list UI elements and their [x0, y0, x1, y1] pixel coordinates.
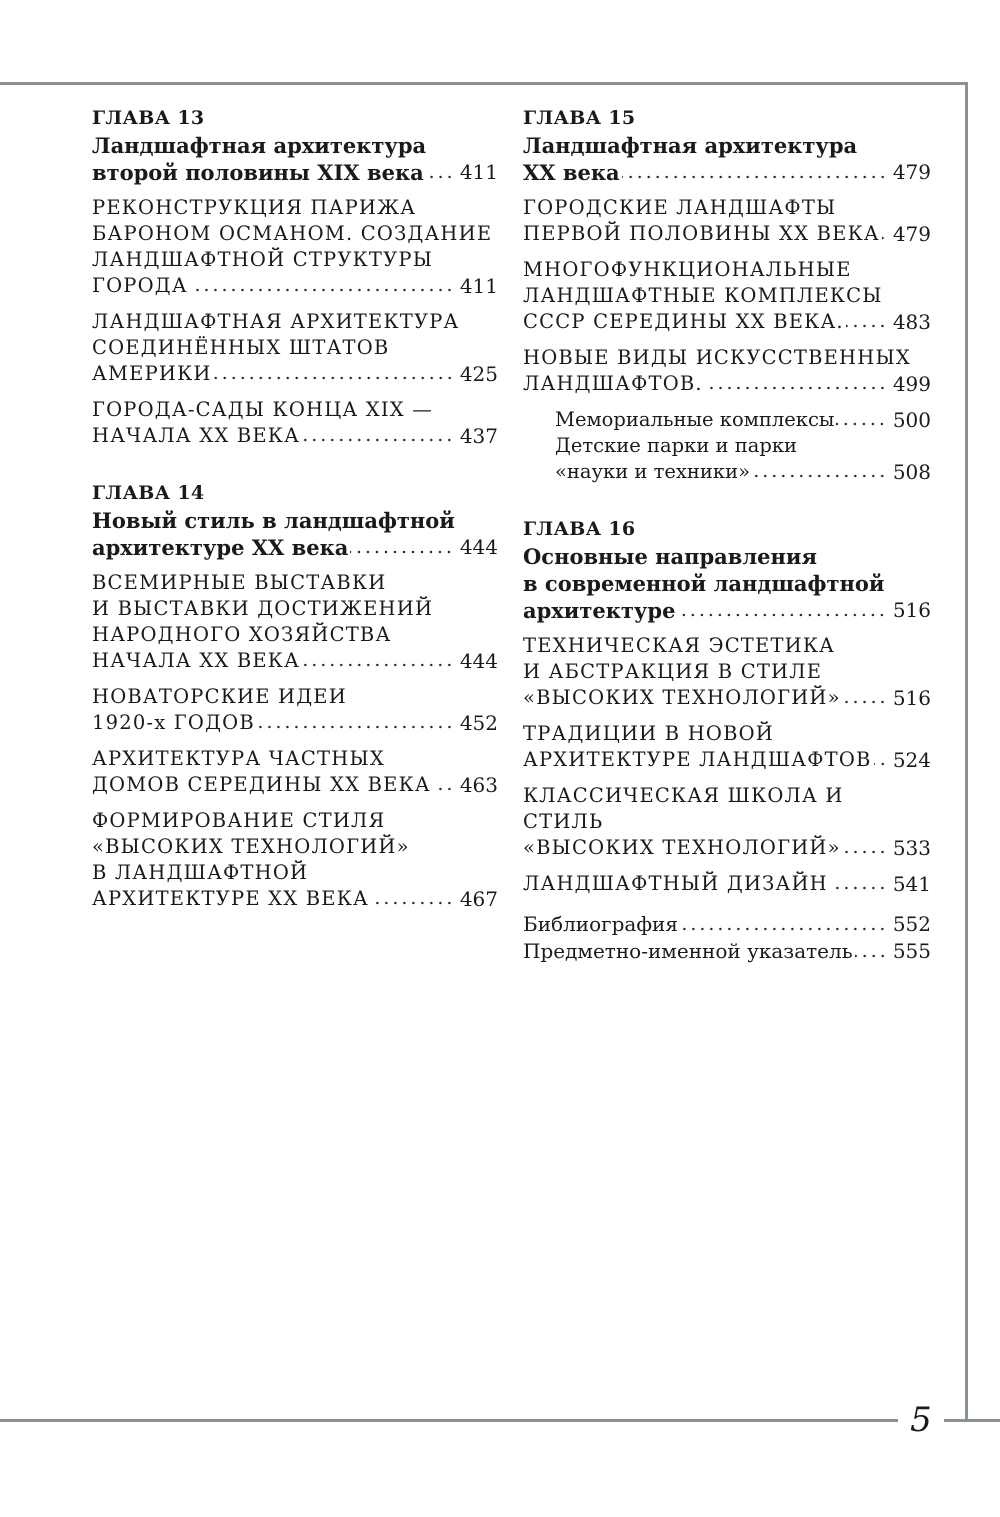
leader-dots	[302, 437, 454, 443]
section-entry-line[interactable]	[92, 772, 498, 798]
leader-dots	[836, 421, 886, 427]
chapter-title-entry-text: второй половины XIX века	[92, 160, 424, 185]
chapter-block	[523, 104, 931, 485]
section-entry-line[interactable]	[523, 371, 931, 397]
section-entry-text: АРХИТЕКТУРЕ ЛАНДШАФТОВ	[523, 748, 872, 771]
section-entry-text: ЛАНДШАФТОВ.	[523, 372, 703, 395]
section-entry[interactable]	[92, 195, 498, 299]
leader-dots	[350, 549, 453, 555]
frame-bottom-rule	[0, 1419, 898, 1422]
page-ref: 552	[892, 912, 931, 936]
section-line: МНОГОФУНКЦИОНАЛЬНЫЕ	[523, 258, 852, 281]
chapter-title-entry-line[interactable]	[92, 159, 498, 186]
section-line: РЕКОНСТРУКЦИЯ ПАРИЖА	[92, 196, 417, 219]
chapter-title[interactable]	[92, 507, 498, 561]
leader-dots	[257, 724, 454, 730]
chapter-title[interactable]	[523, 132, 931, 186]
leader-dots	[830, 885, 887, 891]
leader-dots	[874, 761, 887, 767]
page-ref: 437	[459, 424, 498, 448]
section-entry-text: СССР СЕРЕДИНЫ XX ВЕКА.	[523, 310, 844, 333]
section-entry-line[interactable]	[523, 221, 931, 247]
leader-dots	[680, 926, 887, 932]
section-entry-line[interactable]	[92, 710, 498, 736]
section-entry-line[interactable]	[523, 835, 931, 861]
leader-dots	[752, 473, 887, 479]
section-entry[interactable]	[92, 309, 498, 387]
frame-bottom-rule-tail	[944, 1419, 1000, 1422]
section-entry-line[interactable]	[523, 747, 931, 773]
subsection-entry[interactable]	[555, 407, 931, 433]
back-matter-entry-line[interactable]	[523, 911, 931, 938]
section-entry[interactable]	[523, 195, 931, 247]
section-line: СОЕДИНЁННЫХ ШТАТОВ	[92, 336, 390, 359]
leader-dots	[855, 953, 887, 959]
chapter-title-entry-line[interactable]	[92, 534, 498, 561]
section-line: ГОРОДСКИЕ ЛАНДШАФТЫ	[523, 196, 837, 219]
section-line: АРХИТЕКТУРА ЧАСТНЫХ	[92, 747, 385, 770]
page-ref: 555	[892, 939, 931, 963]
section-entry-text: «ВЫСОКИХ ТЕХНОЛОГИЙ»	[523, 686, 841, 709]
chapter-title-entry-text: архитектуре XX века	[92, 535, 349, 560]
section-entry-line[interactable]	[523, 871, 931, 897]
section-entry[interactable]	[92, 808, 498, 912]
leader-dots	[302, 662, 454, 668]
subsection-entry[interactable]	[555, 433, 931, 485]
leader-dots	[846, 323, 887, 329]
page-ref: 479	[892, 222, 931, 246]
section-entry-text: «ВЫСОКИХ ТЕХНОЛОГИЙ»	[523, 836, 841, 859]
chapter-title-entry-line[interactable]	[523, 159, 931, 186]
page-ref: 463	[459, 773, 498, 797]
leader-dots	[677, 612, 886, 618]
page-ref: 533	[892, 836, 931, 860]
section-entry-text: ПЕРВОЙ ПОЛОВИНЫ XX ВЕКА	[523, 222, 880, 245]
chapter-title-entry-text: архитектуре	[523, 598, 676, 623]
section-line: ТЕХНИЧЕСКАЯ ЭСТЕТИКА	[523, 634, 836, 657]
page-ref: 508	[892, 460, 931, 484]
leader-dots	[882, 235, 887, 241]
page-ref: 500	[892, 408, 931, 432]
section-entry-line[interactable]	[523, 685, 931, 711]
section-entry-text: АРХИТЕКТУРЕ XX ВЕКА	[92, 887, 369, 910]
section-entry-line[interactable]	[92, 648, 498, 674]
section-entry-text: ГОРОДА	[92, 274, 188, 297]
chapter-title-line: Ландшафтная архитектура	[523, 133, 858, 158]
toc-right-column	[523, 104, 931, 965]
section-line: ГОРОДА-САДЫ КОНЦА XIX —	[92, 398, 433, 421]
section-entry-text: АМЕРИКИ	[92, 362, 212, 385]
section-line: В ЛАНДШАФТНОЙ	[92, 861, 309, 884]
page-ref: 425	[459, 362, 498, 386]
section-line: И ВЫСТАВКИ ДОСТИЖЕНИЙ	[92, 597, 434, 620]
page-ref: 467	[459, 887, 498, 911]
page-ref: 444	[459, 649, 498, 673]
section-line: ФОРМИРОВАНИЕ СТИЛЯ	[92, 809, 386, 832]
page-ref: 411	[459, 160, 498, 184]
section-entry-text: НАЧАЛА XX ВЕКА	[92, 649, 301, 672]
page-ref: 483	[892, 310, 931, 334]
chapter-title-line: Ландшафтная архитектура	[92, 133, 427, 158]
section-entry-line[interactable]	[92, 361, 498, 387]
page-ref: 499	[892, 372, 931, 396]
section-entry[interactable]	[92, 570, 498, 674]
chapter-title-entry-line[interactable]	[523, 597, 931, 624]
section-line: НОВАТОРСКИЕ ИДЕИ	[92, 685, 347, 708]
section-entry[interactable]	[523, 783, 931, 861]
chapter-label: ГЛАВА 14	[92, 482, 205, 504]
leader-dots	[433, 786, 454, 792]
section-entry-text: ДОМОВ СЕРЕДИНЫ XX ВЕКА	[92, 773, 431, 796]
leader-dots	[622, 174, 887, 180]
chapter-block	[523, 515, 931, 897]
subsection-line: Детские парки и парки	[555, 434, 797, 457]
back-matter-entry-text: Предметно-именной указатель	[523, 939, 853, 963]
back-matter-entry-text: Библиография	[523, 912, 678, 936]
section-entry[interactable]	[92, 684, 498, 736]
section-line: ТРАДИЦИИ В НОВОЙ	[523, 722, 775, 745]
section-entry[interactable]	[523, 721, 931, 773]
chapter-title-line: Новый стиль в ландшафтной	[92, 508, 455, 533]
back-matter-entry-line[interactable]	[523, 938, 931, 965]
section-line: ЛАНДШАФТНЫЕ КОМПЛЕКСЫ	[523, 284, 883, 307]
section-line: КЛАССИЧЕСКАЯ ШКОЛА И СТИЛЬ	[523, 784, 844, 833]
section-line: ЛАНДШАФТНАЯ АРХИТЕКТУРА	[92, 310, 460, 333]
page-ref: 541	[892, 872, 931, 896]
section-entry[interactable]	[523, 871, 931, 897]
page-number: 5	[910, 1400, 932, 1440]
page-ref: 452	[459, 711, 498, 735]
section-entry-text: ЛАНДШАФТНЫЙ ДИЗАЙН	[523, 872, 828, 895]
page-ref: 479	[892, 160, 931, 184]
chapter-title[interactable]	[92, 132, 498, 186]
leader-dots	[371, 900, 454, 906]
chapter-title-line: Основные направления	[523, 544, 817, 569]
section-entry-line[interactable]	[523, 309, 931, 335]
section-line: ЛАНДШАФТНОЙ СТРУКТУРЫ	[92, 248, 434, 271]
frame-top-rule	[0, 82, 968, 85]
frame-right-rule	[965, 82, 968, 1422]
chapter-label: ГЛАВА 16	[523, 518, 636, 540]
chapter-block	[92, 104, 498, 449]
section-line: НАРОДНОГО ХОЗЯЙСТВА	[92, 623, 392, 646]
section-line: «ВЫСОКИХ ТЕХНОЛОГИЙ»	[92, 835, 410, 858]
chapter-block	[92, 479, 498, 912]
section-entry-text: 1920-х ГОДОВ	[92, 711, 255, 734]
chapter-title[interactable]	[523, 543, 931, 624]
section-line: ВСЕМИРНЫЕ ВЫСТАВКИ	[92, 571, 387, 594]
page-ref: 524	[892, 748, 931, 772]
page-ref: 516	[892, 598, 931, 622]
section-entry-text: НАЧАЛА XX ВЕКА	[92, 424, 301, 447]
section-line: НОВЫЕ ВИДЫ ИСКУССТВЕННЫХ	[523, 346, 911, 369]
subsection-entry-text: «науки и техники»	[555, 460, 751, 483]
section-entry-line[interactable]	[92, 886, 498, 912]
back-matter	[523, 911, 931, 965]
section-entry[interactable]	[92, 746, 498, 798]
leader-dots	[190, 287, 454, 293]
section-entry-line[interactable]	[92, 273, 498, 299]
chapter-title-entry-text: XX века	[523, 160, 620, 185]
chapter-label: ГЛАВА 13	[92, 107, 205, 129]
chapter-label: ГЛАВА 15	[523, 107, 636, 129]
section-entry[interactable]	[523, 345, 931, 397]
leader-dots	[843, 849, 887, 855]
section-entry-line[interactable]	[92, 423, 498, 449]
section-entry[interactable]	[92, 397, 498, 449]
page-ref: 516	[892, 686, 931, 710]
section-line: БАРОНОМ ОСМАНОМ. СОЗДАНИЕ	[92, 222, 493, 245]
leader-dots	[705, 385, 887, 391]
chapter-title-line: в современной ландшафтной	[523, 571, 885, 596]
leader-dots	[843, 699, 887, 705]
toc-left-column	[92, 104, 498, 942]
section-line: И АБСТРАКЦИЯ В СТИЛЕ	[523, 660, 823, 683]
section-entry[interactable]	[523, 257, 931, 335]
leader-dots	[426, 174, 454, 180]
subsection-entry-line[interactable]	[555, 459, 931, 485]
section-entry[interactable]	[523, 633, 931, 711]
page-ref: 444	[459, 535, 498, 559]
leader-dots	[214, 375, 454, 381]
subsection-entry-line[interactable]	[555, 407, 931, 433]
page-ref: 411	[459, 274, 498, 298]
subsection-entry-text: Мемориальные комплексы	[555, 408, 835, 431]
